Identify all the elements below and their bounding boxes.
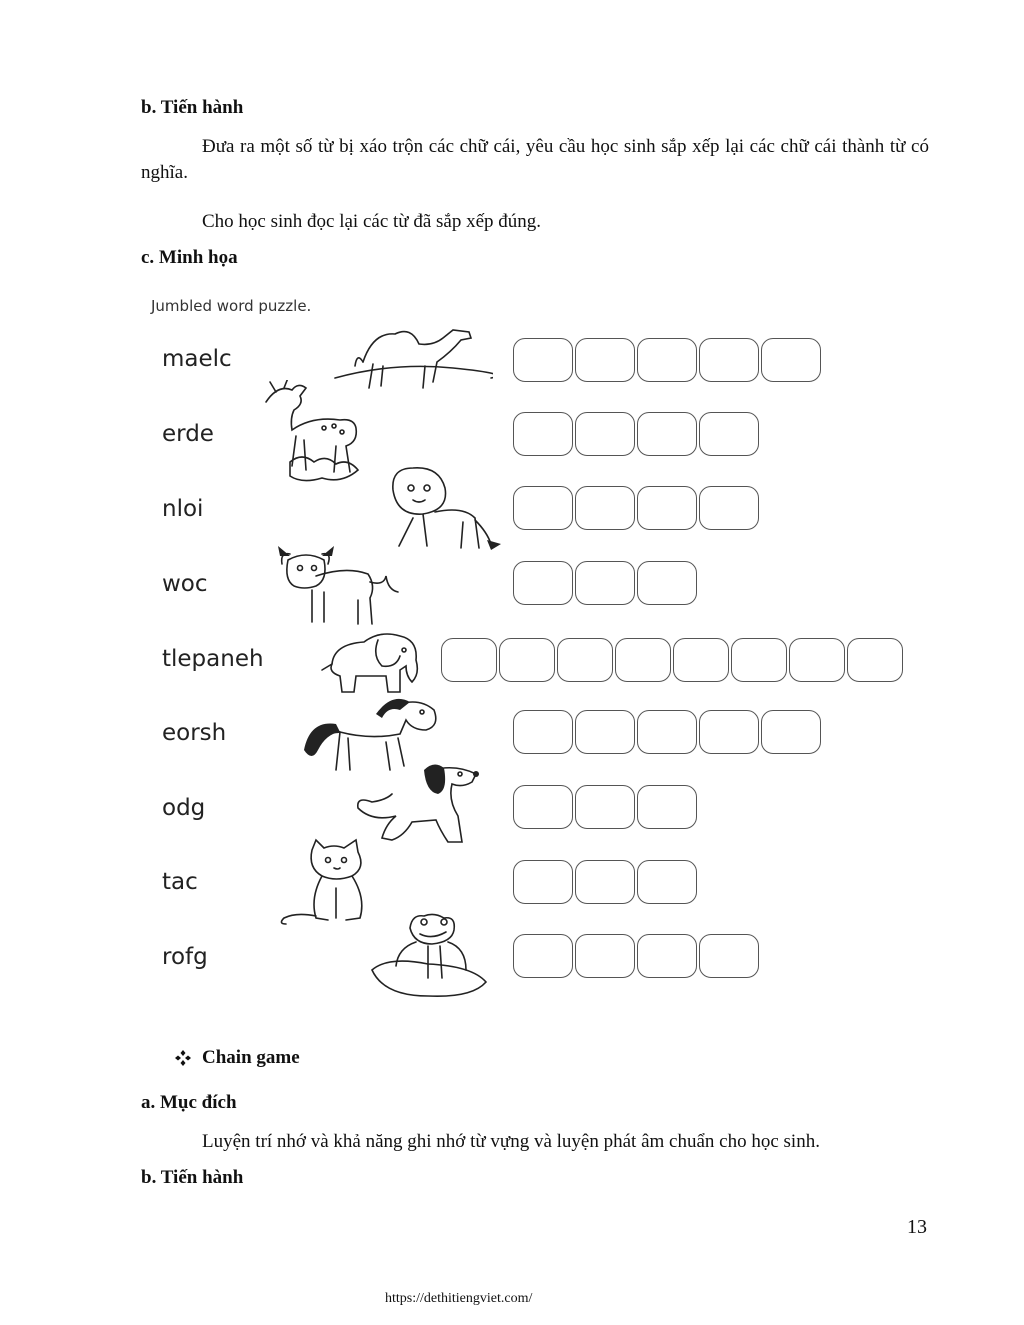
answer-boxes — [513, 412, 761, 456]
answer-boxes — [513, 785, 699, 829]
letter-box[interactable] — [575, 338, 635, 382]
jumbled-word: eorsh — [162, 720, 227, 746]
cow-icon — [276, 546, 401, 630]
answer-boxes — [441, 638, 905, 682]
answer-boxes — [513, 934, 761, 978]
letter-box[interactable] — [789, 638, 845, 682]
footer-url[interactable]: https://dethitiengviet.com/ — [385, 1291, 533, 1306]
letter-box[interactable] — [637, 561, 697, 605]
answer-boxes — [513, 710, 823, 754]
letter-box[interactable] — [575, 934, 635, 978]
letter-box[interactable] — [615, 638, 671, 682]
letter-box[interactable] — [513, 412, 573, 456]
letter-box[interactable] — [699, 412, 759, 456]
letter-box[interactable] — [761, 338, 821, 382]
frog-icon — [368, 908, 490, 1004]
deer-icon — [262, 380, 377, 488]
puzzle-title: Jumbled word puzzle. — [151, 297, 312, 315]
answer-boxes — [513, 860, 699, 904]
letter-box[interactable] — [513, 338, 573, 382]
section-heading-tien-hanh-2: b. Tiến hành — [141, 1167, 244, 1188]
letter-box[interactable] — [499, 638, 555, 682]
jumbled-word: nloi — [162, 496, 204, 522]
lion-icon — [383, 462, 503, 557]
letter-box[interactable] — [575, 710, 635, 754]
chain-game-title: Chain game — [202, 1047, 300, 1068]
jumbled-word: erde — [162, 421, 214, 447]
section-heading-minh-hoa: c. Minh họa — [141, 247, 238, 268]
letter-box[interactable] — [513, 710, 573, 754]
section-heading-muc-dich: a. Mục đích — [141, 1092, 237, 1113]
letter-box[interactable] — [847, 638, 903, 682]
letter-box[interactable] — [513, 486, 573, 530]
jumbled-word: tac — [162, 869, 198, 895]
letter-box[interactable] — [761, 710, 821, 754]
cat-icon — [276, 838, 376, 926]
letter-box[interactable] — [637, 338, 697, 382]
letter-box[interactable] — [575, 486, 635, 530]
jumbled-word: rofg — [162, 944, 208, 970]
letter-box[interactable] — [699, 338, 759, 382]
letter-box[interactable] — [731, 638, 787, 682]
letter-box[interactable] — [575, 412, 635, 456]
section-heading-tien-hanh: b. Tiến hành — [141, 97, 244, 118]
letter-box[interactable] — [575, 785, 635, 829]
instruction-paragraph: Đưa ra một số từ bị xáo trộn các chữ cái, yêu cầu học sinh sắp xếp lại các chữ cái thành từ có nghĩa. — [141, 136, 929, 183]
letter-box[interactable] — [557, 638, 613, 682]
letter-box[interactable] — [575, 860, 635, 904]
letter-box[interactable] — [637, 934, 697, 978]
diamond-bullet-icon — [174, 1049, 192, 1067]
letter-box[interactable] — [513, 785, 573, 829]
letter-box[interactable] — [575, 561, 635, 605]
letter-box[interactable] — [637, 486, 697, 530]
letter-box[interactable] — [699, 710, 759, 754]
jumbled-word: woc — [162, 571, 208, 597]
answer-boxes — [513, 486, 761, 530]
letter-box[interactable] — [513, 934, 573, 978]
letter-box[interactable] — [699, 486, 759, 530]
jumbled-word: odg — [162, 795, 206, 821]
answer-boxes — [513, 561, 699, 605]
answer-boxes — [513, 338, 823, 382]
letter-box[interactable] — [513, 561, 573, 605]
chain-game-bullet-item — [174, 1047, 300, 1069]
page-number: 13 — [907, 1216, 927, 1238]
letter-box[interactable] — [513, 860, 573, 904]
letter-box[interactable] — [637, 412, 697, 456]
letter-box[interactable] — [637, 710, 697, 754]
jumbled-word: tlepaneh — [162, 646, 264, 672]
purpose-paragraph: Luyện trí nhớ và khả năng ghi nhớ từ vựng và luyện phát âm chuẩn cho học sinh. — [202, 1131, 820, 1152]
letter-box[interactable] — [637, 785, 697, 829]
letter-box[interactable] — [637, 860, 697, 904]
jumbled-word: maelc — [162, 346, 232, 372]
instruction-paragraph-2: Cho học sinh đọc lại các từ đã sắp xếp đúng. — [202, 211, 542, 232]
elephant-icon — [320, 626, 430, 698]
letter-box[interactable] — [673, 638, 729, 682]
letter-box[interactable] — [699, 934, 759, 978]
letter-box[interactable] — [441, 638, 497, 682]
